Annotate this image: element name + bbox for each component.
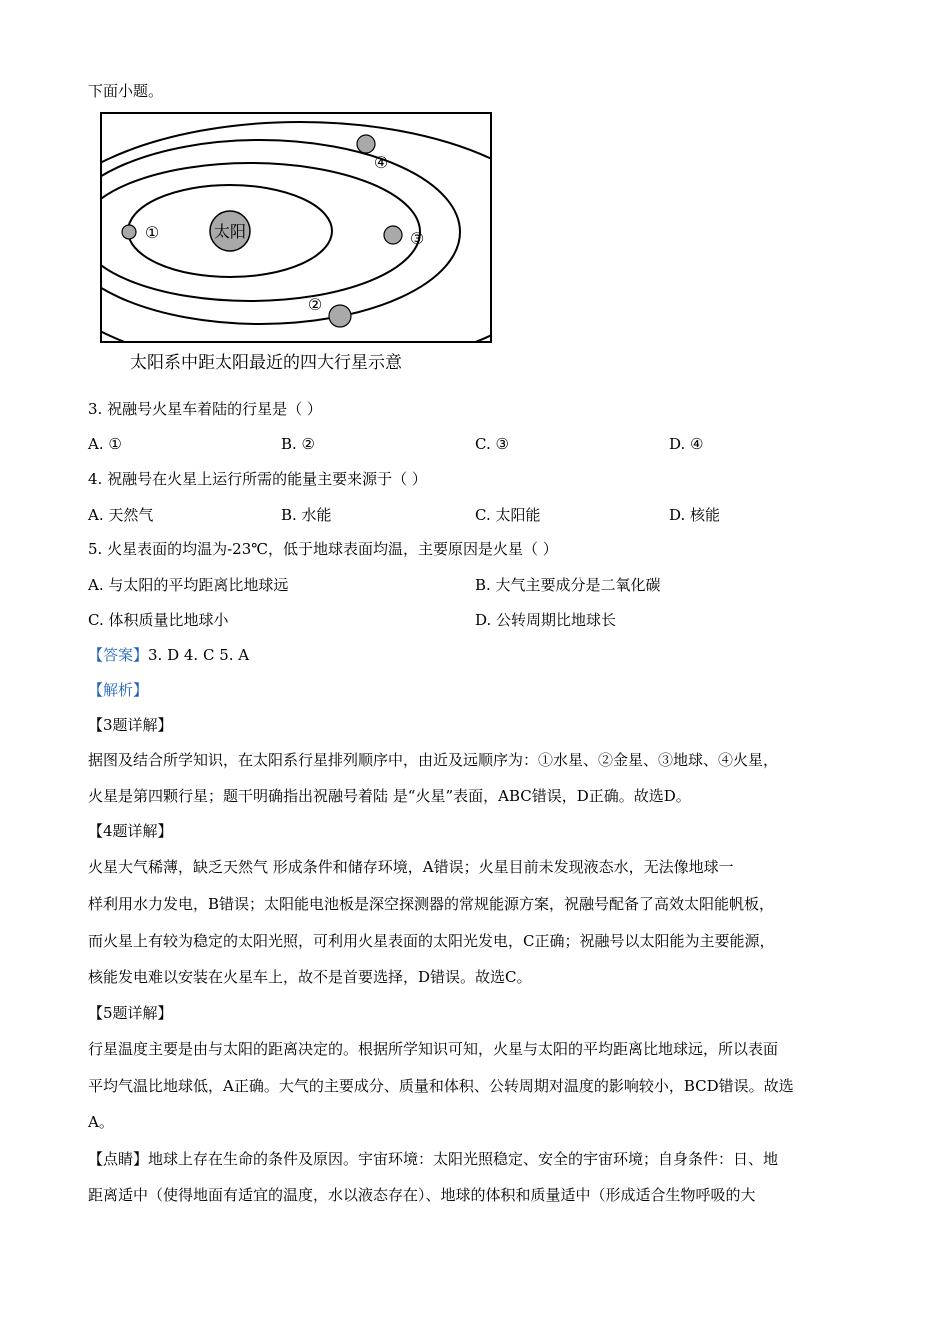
q4-stem: 4. 祝融号在火星上运行所需的能量主要来源于（ ） <box>88 470 427 488</box>
dianjing-text: 地球上存在生命的条件及原因。宇宙环境：太阳光照稳定、安全的宇宙环境；自身条件：日、地 <box>148 1150 779 1168</box>
detail3-line: 火星是第四颗行星；题干明确指出祝融号着陆 是“火星”表面，ABC错误，D正确。故选D。 <box>88 787 691 805</box>
q4-option-c: C. 太阳能 <box>475 506 541 524</box>
planet-label-3: ③ <box>409 229 425 248</box>
planet-1 <box>122 225 136 239</box>
detail3-line: 据图及结合所学知识，在太阳系行星排列顺序中，由近及远顺序为：①水星、②金星、③地球、④火星， <box>88 751 779 769</box>
q4-option-b: B. 水能 <box>281 506 332 524</box>
answer-text: 3. D 4. C 5. A <box>148 646 250 664</box>
detail5-line: 平均气温比地球低，A正确。大气的主要成分、质量和体积、公转周期对温度的影响较小，BCD错误。故选 <box>88 1077 794 1095</box>
q5-option-a: A. 与太阳的平均距离比地球远 <box>88 576 289 594</box>
dianjing-line: 距离适中（使得地面有适宜的温度，水以液态存在）、地球的体积和质量适中（形成适合生物呼吸的大 <box>88 1186 756 1204</box>
detail5-title: 【5题详解】 <box>88 1004 173 1022</box>
detail4-line: 而火星上有较为稳定的太阳光照，可利用火星表面的太阳光发电，C正确；祝融号以太阳能为主要能源， <box>88 932 775 950</box>
q4-option-a: A. 天然气 <box>88 506 154 524</box>
detail3-title: 【3题详解】 <box>88 716 173 734</box>
detail5-line: A。 <box>88 1113 114 1131</box>
q5-option-b: B. 大气主要成分是二氧化碳 <box>475 576 661 594</box>
answer-line <box>88 644 249 666</box>
q3-stem: 3. 祝融号火星车着陆的行星是（ ） <box>88 400 322 418</box>
q3-option-c: C. ③ <box>475 435 509 453</box>
detail4-line: 样利用水力发电，B错误；太阳能电池板是深空探测器的常规能源方案，祝融号配备了高效太阳能帆板， <box>88 895 775 913</box>
planet-label-2: ② <box>307 295 323 314</box>
q4-option-d: D. 核能 <box>669 506 721 524</box>
planet-label-1: ① <box>144 223 160 242</box>
figure-caption: 太阳系中距太阳最近的四大行星示意 <box>130 353 402 373</box>
detail4-line: 核能发电难以安装在火星车上，故不是首要选择，D错误。故选C。 <box>88 968 532 986</box>
intro-text: 下面小题。 <box>88 82 164 100</box>
planet-3 <box>384 226 402 244</box>
q5-stem: 5. 火星表面的均温为-23℃，低于地球表面均温，主要原因是火星（ ） <box>88 540 558 558</box>
analysis-tag: 【解析】 <box>88 681 149 699</box>
answer-tag: 【答案】 <box>88 646 149 664</box>
q3-option-a: A. ① <box>88 435 122 453</box>
planet-label-4: ④ <box>373 153 389 172</box>
planet-2 <box>329 305 351 327</box>
solar-system-diagram <box>100 112 492 343</box>
q3-option-b: B. ② <box>281 435 316 453</box>
q5-option-c: C. 体积质量比地球小 <box>88 611 229 629</box>
dianjing-tag: 【点睛】 <box>88 1150 149 1168</box>
diagram-frame <box>101 113 491 342</box>
dianjing-line <box>88 1148 778 1170</box>
q5-option-d: D. 公转周期比地球长 <box>475 611 617 629</box>
sun-label: 太阳 <box>213 222 247 241</box>
q3-option-d: D. ④ <box>669 435 704 453</box>
detail4-line: 火星大气稀薄，缺乏天然气 形成条件和储存环境，A错误；火星目前未发现液态水，无法像地球一 <box>88 858 734 876</box>
detail4-title: 【4题详解】 <box>88 822 173 840</box>
detail5-line: 行星温度主要是由与太阳的距离决定的。根据所学知识可知，火星与太阳的平均距离比地球远，所以表面 <box>88 1040 779 1058</box>
planet-4 <box>357 135 375 153</box>
